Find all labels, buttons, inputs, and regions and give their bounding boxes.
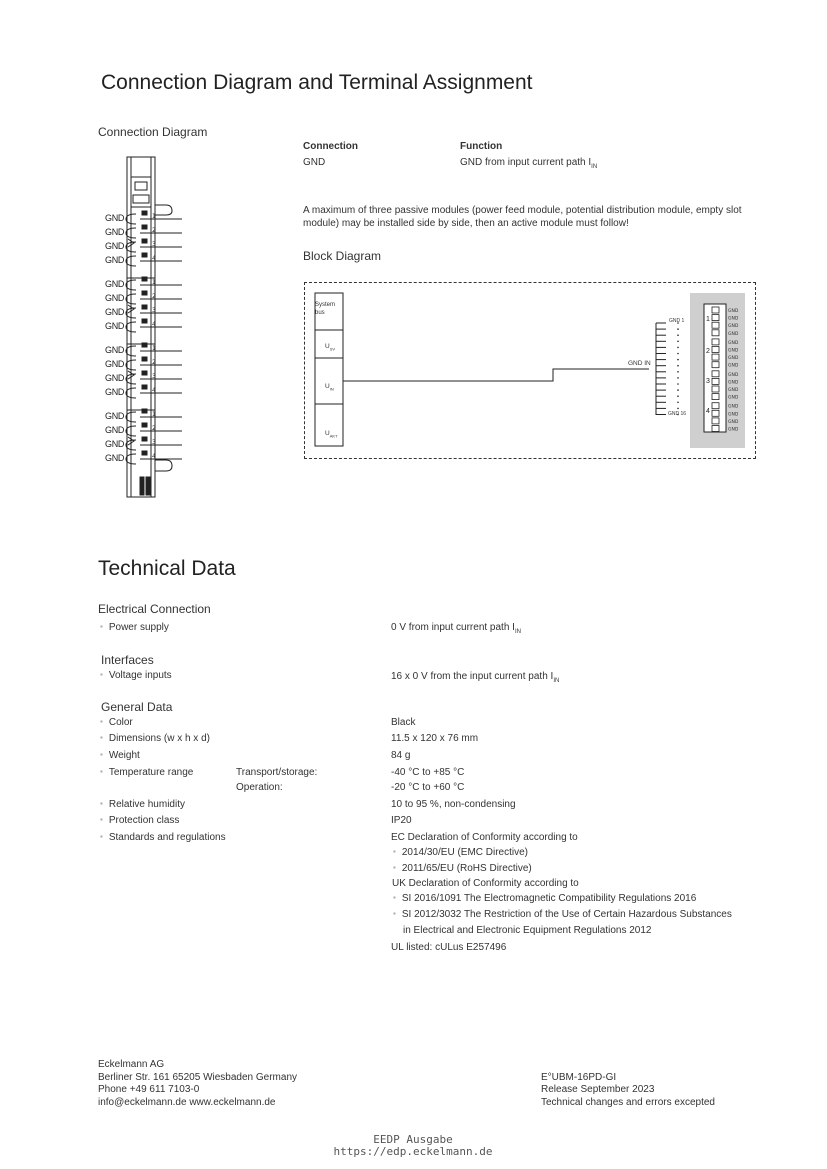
- humidity-value: 10 to 95 %, non-condensing: [391, 799, 516, 810]
- terminal-cell: [712, 354, 719, 360]
- footer-disclaimer: Technical changes and errors excepted: [541, 1097, 715, 1108]
- technical-data-heading: Technical Data: [98, 557, 236, 580]
- usv-label: $U_{SV}$: [325, 343, 336, 352]
- footer-web: info@eckelmann.de www.eckelmann.de: [98, 1097, 276, 1108]
- standards-ul: UL listed: cULus E257496: [391, 942, 507, 953]
- terminal-cell-label: GND: [728, 419, 739, 425]
- dimensions-value: 11.5 x 120 x 76 mm: [391, 733, 479, 744]
- standards-ec: EC Declaration of Conformity according to: [391, 832, 578, 843]
- block-diagram-heading: Block Diagram: [303, 249, 382, 263]
- comb-dot: [677, 395, 679, 397]
- terminal-num-2: 2: [706, 348, 710, 355]
- terminal-cell-label: GND: [728, 388, 739, 393]
- standards-si-2012: ▪ SI 2012/3032 The Restriction of the Use of Certain Hazardous Substances: [393, 909, 732, 920]
- comb-dot: [677, 359, 679, 361]
- gnd-terminal-label: GND: [105, 359, 125, 369]
- connection-diagram-heading: Connection Diagram: [98, 125, 208, 139]
- connection-gnd: GND: [303, 157, 326, 168]
- terminal-cell: [712, 403, 719, 409]
- terminal-num-1: 1: [706, 316, 710, 323]
- terminal-clamp: [142, 451, 147, 455]
- terminal-clamp: [142, 277, 147, 281]
- terminal-cell: [712, 371, 719, 377]
- power-supply-value: 0 V from input current path $I_{IN}$: [391, 622, 521, 635]
- comb-dot: [677, 328, 679, 330]
- protection-label: ▪ Protection class: [100, 815, 179, 826]
- footer-company: Eckelmann AG: [98, 1059, 165, 1070]
- gnd-terminal-label: GND: [105, 373, 125, 383]
- terminal-cell-label: GND: [728, 380, 739, 386]
- terminal-number: 1: [152, 411, 156, 418]
- terminal-cell-label: GND: [728, 331, 739, 337]
- terminal-number: 3: [152, 439, 156, 446]
- dimensions-label: ▪ Dimensions (w x h x d): [100, 733, 210, 744]
- terminal-cell-label: GND: [728, 372, 739, 378]
- standards-si-2016: ▪ SI 2016/1091 The Electromagnetic Compatibility Regulations 2016: [393, 893, 696, 904]
- terminal-clamp: [142, 371, 147, 375]
- terminal-cell-label: GND: [728, 309, 739, 314]
- terminal-number: 3: [152, 307, 156, 314]
- terminal-cell: [712, 386, 719, 392]
- comb-dot: [677, 341, 679, 343]
- general-data-heading: General Data: [101, 700, 173, 714]
- terminal-number: 4: [152, 255, 156, 262]
- gnd-terminal-label: GND: [105, 241, 125, 251]
- comb-dot: [677, 353, 679, 355]
- color-label: ▪ Color: [100, 717, 133, 728]
- terminal-clamp: [142, 437, 147, 441]
- gnd-terminal-label: GND: [105, 307, 125, 317]
- terminal-clamp: [142, 409, 147, 413]
- terminal-cell-label: GND: [728, 348, 739, 354]
- note-line-2: module) may be installed side by side, then an active module must follow!: [303, 218, 629, 229]
- gnd-terminal-label: GND: [105, 425, 125, 435]
- terminal-number: 4: [152, 321, 156, 328]
- standards-uk: UK Declaration of Conformity according to: [392, 878, 579, 889]
- terminal-number: 1: [152, 213, 156, 220]
- gnd-terminal-label: GND: [105, 227, 125, 237]
- weight-value: 84 g: [391, 750, 411, 761]
- comb-dot: [677, 383, 679, 385]
- footer-address: Berliner Str. 161 65205 Wiesbaden Germany: [98, 1072, 297, 1083]
- gnd-in-label: GND IN: [628, 360, 651, 367]
- terminal-number: 1: [152, 279, 156, 286]
- terminal-cell-label: GND: [728, 412, 739, 418]
- terminal-cell: [712, 315, 719, 321]
- gnd-terminal-label: GND: [105, 387, 125, 397]
- comb-dot: [677, 334, 679, 336]
- gnd-terminal-label: GND: [105, 345, 125, 355]
- terminal-cell-label: GND: [728, 324, 739, 330]
- interfaces-heading: Interfaces: [101, 653, 154, 667]
- power-supply-label: ▪ Power supply: [100, 622, 169, 633]
- terminal-clamp: [142, 423, 147, 427]
- gnd-terminal-label: GND: [105, 279, 125, 289]
- uakt-label: $U_{AKT}$: [325, 430, 338, 439]
- terminal-cell: [712, 307, 719, 313]
- temp-operation-label: Operation:: [236, 782, 283, 793]
- terminal-number: 4: [152, 453, 156, 460]
- terminal-cell: [712, 410, 719, 416]
- standards-emc: ▪ 2014/30/EU (EMC Directive): [393, 847, 528, 858]
- terminal-cell-label: GND: [728, 356, 739, 362]
- comb-dot: [677, 365, 679, 367]
- gnd-terminal-label: GND: [105, 453, 125, 463]
- humidity-label: ▪ Relative humidity: [100, 799, 185, 810]
- terminal-number: 2: [152, 293, 156, 300]
- gnd-terminal-label: GND: [105, 255, 125, 265]
- terminal-cell: [712, 339, 719, 345]
- function-gnd: GND from input current path $I_{IN}$: [460, 157, 598, 170]
- block-diagram: [304, 282, 757, 460]
- footer-release: Release September 2023: [541, 1084, 655, 1095]
- terminal-cell-label: GND: [728, 340, 739, 346]
- terminal-cell-label: GND: [728, 404, 739, 410]
- terminal-cell-label: GND: [728, 395, 739, 401]
- terminal-cell: [712, 426, 719, 432]
- terminal-clamp: [142, 343, 147, 347]
- note-line-1: A maximum of three passive modules (power feed module, potential distribution module, empty slot: [303, 205, 742, 216]
- standards-label: ▪ Standards and regulations: [100, 832, 226, 843]
- terminal-number: 1: [152, 345, 156, 352]
- footer-doc-id: E°UBM-16PD-GI: [541, 1072, 617, 1083]
- terminal-cell-label: GND: [728, 363, 739, 369]
- terminal-number: 3: [152, 241, 156, 248]
- comb-dot: [677, 408, 679, 410]
- terminal-cell: [712, 378, 719, 384]
- temp-operation-value: -20 °C to +60 °C: [391, 782, 465, 793]
- comb-dot: [677, 371, 679, 373]
- function-col-header: Function: [460, 141, 503, 152]
- gnd-terminal-label: GND: [105, 439, 125, 449]
- protection-value: IP20: [391, 815, 412, 826]
- terminal-cell: [712, 347, 719, 353]
- weight-label: ▪ Weight: [100, 750, 140, 761]
- comb-dot: [677, 402, 679, 404]
- temp-transport-label: Transport/storage:: [236, 767, 318, 778]
- comb-dot: [677, 377, 679, 379]
- gnd16-label: GND 16: [668, 411, 687, 417]
- footer-phone: Phone +49 611 7103-0: [98, 1084, 200, 1095]
- terminal-clamp: [142, 211, 147, 215]
- stamp-line-2: https://edp.eckelmann.de: [333, 1145, 493, 1158]
- voltage-inputs-value: 16 x 0 V from the input current path $I_{IN}$: [391, 671, 560, 684]
- gnd1-label: GND 1: [669, 318, 685, 324]
- terminal-clamp: [142, 319, 147, 323]
- terminal-cell-label: GND: [728, 427, 739, 433]
- terminal-clamp: [142, 385, 147, 389]
- system-bus-label: System bus: [315, 302, 336, 316]
- temperature-label: ▪ Temperature range: [100, 767, 193, 778]
- terminal-cell: [712, 330, 719, 336]
- terminal-cell-label: GND: [728, 316, 739, 322]
- stamp-line-1: EEDP Ausgabe: [373, 1133, 453, 1146]
- terminal-clamp: [142, 253, 147, 257]
- terminal-clamp: [142, 225, 147, 229]
- terminal-clamp: [142, 239, 147, 243]
- terminal-clamp: [142, 357, 147, 361]
- gnd-terminal-label: GND: [105, 411, 125, 421]
- comb-dot: [677, 389, 679, 391]
- standards-rohs: ▪ 2011/65/EU (RoHS Directive): [393, 863, 532, 874]
- page-title: Connection Diagram and Terminal Assignment: [101, 71, 533, 94]
- connection-col-header: Connection: [303, 141, 358, 152]
- electrical-heading: Electrical Connection: [98, 602, 211, 616]
- standards-si-2012-cont: in Electrical and Electronic Equipment Regulations 2012: [403, 925, 652, 936]
- terminal-cell: [712, 418, 719, 424]
- terminal-number: 2: [152, 227, 156, 234]
- voltage-inputs-label: ▪ Voltage inputs: [100, 670, 172, 681]
- terminal-num-4: 4: [706, 408, 710, 415]
- terminal-number: 2: [152, 425, 156, 432]
- temp-transport-value: -40 °C to +85 °C: [391, 767, 465, 778]
- terminal-number: 2: [152, 359, 156, 366]
- terminal-num-3: 3: [706, 378, 710, 385]
- gnd-terminal-label: GND: [105, 213, 125, 223]
- terminal-cell: [712, 394, 719, 400]
- terminal-cell: [712, 322, 719, 328]
- terminal-number: 4: [152, 387, 156, 394]
- terminal-cell: [712, 362, 719, 368]
- terminal-number: 3: [152, 373, 156, 380]
- comb-dot: [677, 347, 679, 349]
- gnd-terminal-label: GND: [105, 321, 125, 331]
- uin-label: $U_{IN}$: [325, 383, 334, 392]
- gnd-terminal-label: GND: [105, 293, 125, 303]
- terminal-clamp: [142, 291, 147, 295]
- color-value: Black: [391, 717, 416, 728]
- terminal-clamp: [142, 305, 147, 309]
